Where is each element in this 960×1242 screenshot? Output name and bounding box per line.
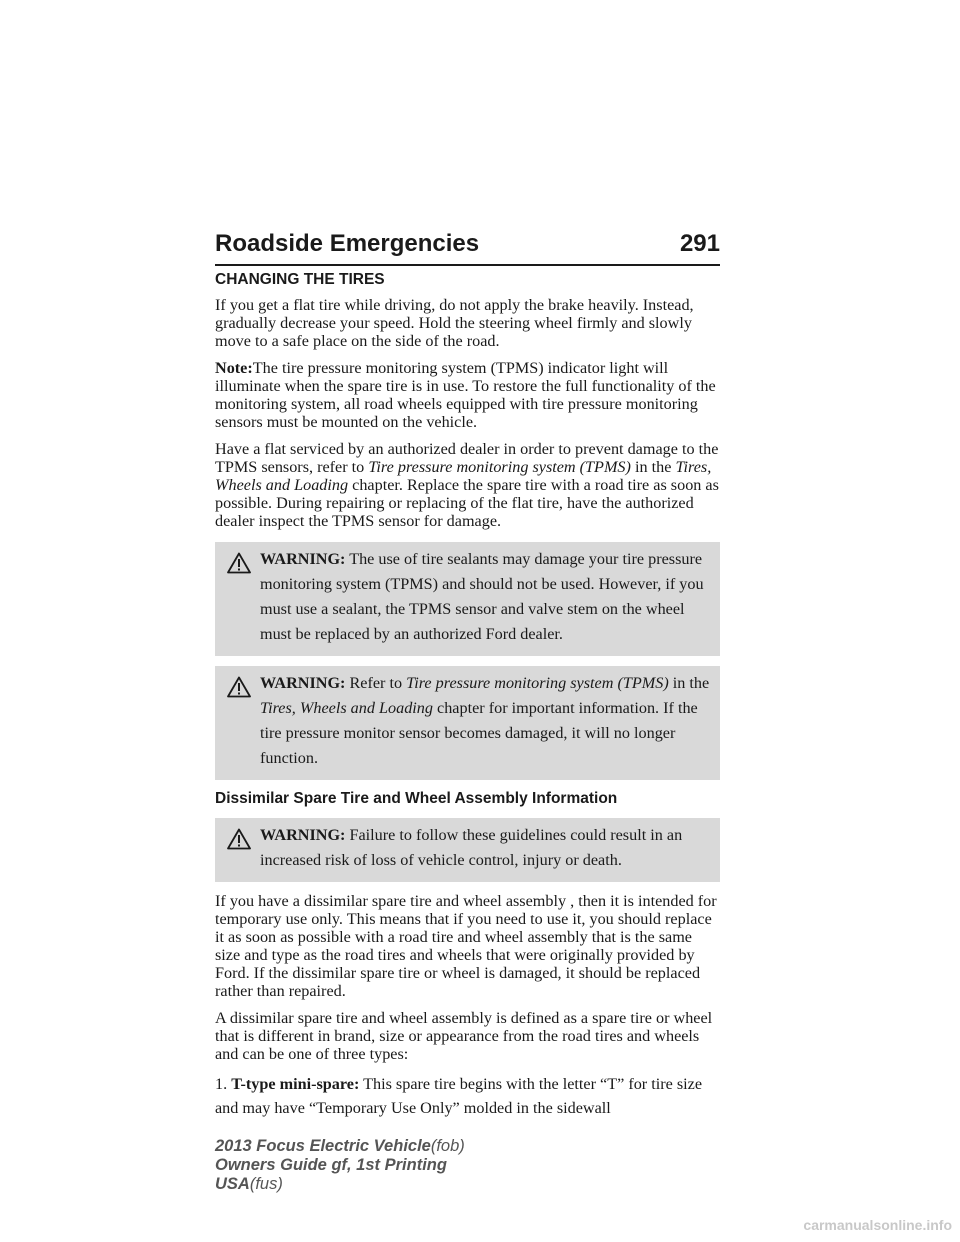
chapter-reference: Tires, Wheels and Loading [260,699,433,717]
warning-triangle-icon [227,828,251,850]
footer-line-1 [215,1137,465,1156]
warning-text [215,823,714,873]
chapter-reference: Tires, Wheels and Loading [215,458,712,494]
warning-label: WARNING: [260,550,346,568]
warning-text [215,671,714,771]
watermark: carmanualsonline.info [803,1217,952,1233]
list-item-t-type [215,1072,720,1120]
footer-text: USA [215,1175,250,1193]
text-run: chapter. Replace the spare tire with a road tire as soon as possible. During repairing or replacing of the flat tire, have the authorized dealer inspect the TPMS sensor for damage. [215,476,719,530]
paragraph-dissimilar-definition: A dissimilar spare tire and wheel assembly is defined as a spare tire or wheel that is different in brand, size or appearance from the road tires and wheels and can be one of three types: [215,1009,713,1063]
text-run: in the [668,674,710,692]
page-footer [215,1137,465,1194]
text-run: in the [630,458,676,476]
text-run: chapter for important information. If the tire pressure monitor sensor becomes damaged, it will no longer function. [260,699,698,767]
footer-code: (fob) [430,1137,465,1155]
page-content [215,271,720,1129]
footer-text: Owners Guide gf, 1st Printing [215,1156,447,1174]
paragraph-tpms-service [215,440,720,530]
list-item-label: T-type mini-spare: [231,1075,360,1093]
subsection-heading: Dissimilar Spare Tire and Wheel Assembly Information [215,790,618,807]
section-heading: CHANGING THE TIRES [215,271,385,288]
list-item-text: This spare tire begins with the letter “T” for tire size and may have “Temporary Use Only” molded in the sidewall [215,1075,703,1117]
note-text: The tire pressure monitoring system (TPMS) indicator light will illuminate when the spare tire is in use. To restore the full functionality of the monitoring system, all road wheels equipped with tire pressure monitoring sensors must be mounted on the vehicle. [215,359,716,431]
warning-body: Failure to follow these guidelines could result in an increased risk of loss of vehicle control, injury or death. [260,826,683,869]
warning-body: The use of tire sealants may damage your tire pressure monitoring system (TPMS) and should not be used. However, if you must use a sealant, the TPMS sensor and valve stem on the wheel must be replaced by an authorized Ford dealer. [260,550,704,643]
paragraph-dissimilar-use: If you have a dissimilar spare tire and wheel assembly , then it is intended for temporary use only. This means that if you need to use it, you should replace it as soon as possible with a road tire and wheel assembly that is the same size and type as the road tires and wheels that were originally provided by Ford. If the dissimilar spare tire or wheel is damaged, it should be replaced rather than repaired. [215,892,717,1000]
list-number: 1. [215,1075,232,1093]
paragraph-note [215,359,720,431]
warning-box-dissimilar [215,818,720,882]
text-run: Refer to [349,674,407,692]
footer-line-2 [215,1156,465,1175]
text-run: Have a flat serviced by an authorized dealer in order to prevent damage to the TPMS sensors, refer to [215,440,719,476]
footer-line-3 [215,1175,465,1194]
page-number: 291 [679,230,720,257]
warning-label: WARNING: [260,826,346,844]
footer-code: (fus) [249,1175,283,1193]
warning-text [215,547,714,647]
paragraph-flat-tire: If you get a flat tire while driving, do not apply the brake heavily. Instead, gradually decrease your speed. Hold the steering wheel firmly and slowly move to a safe place on the side of the road. [215,296,694,350]
tpms-reference: Tire pressure monitoring system (TPMS) [368,458,631,476]
warning-box-sealant [215,542,720,656]
page-header [215,230,720,264]
header-rule [215,264,720,266]
section-title: Roadside Emergencies [215,230,480,257]
warning-label: WARNING: [260,674,346,692]
warning-triangle-icon [227,676,251,698]
tpms-reference: Tire pressure monitoring system (TPMS) [406,674,669,692]
footer-text: 2013 Focus Electric Vehicle [215,1137,431,1155]
note-label: Note: [215,359,253,377]
warning-box-tpms [215,666,720,780]
warning-triangle-icon [227,552,251,574]
